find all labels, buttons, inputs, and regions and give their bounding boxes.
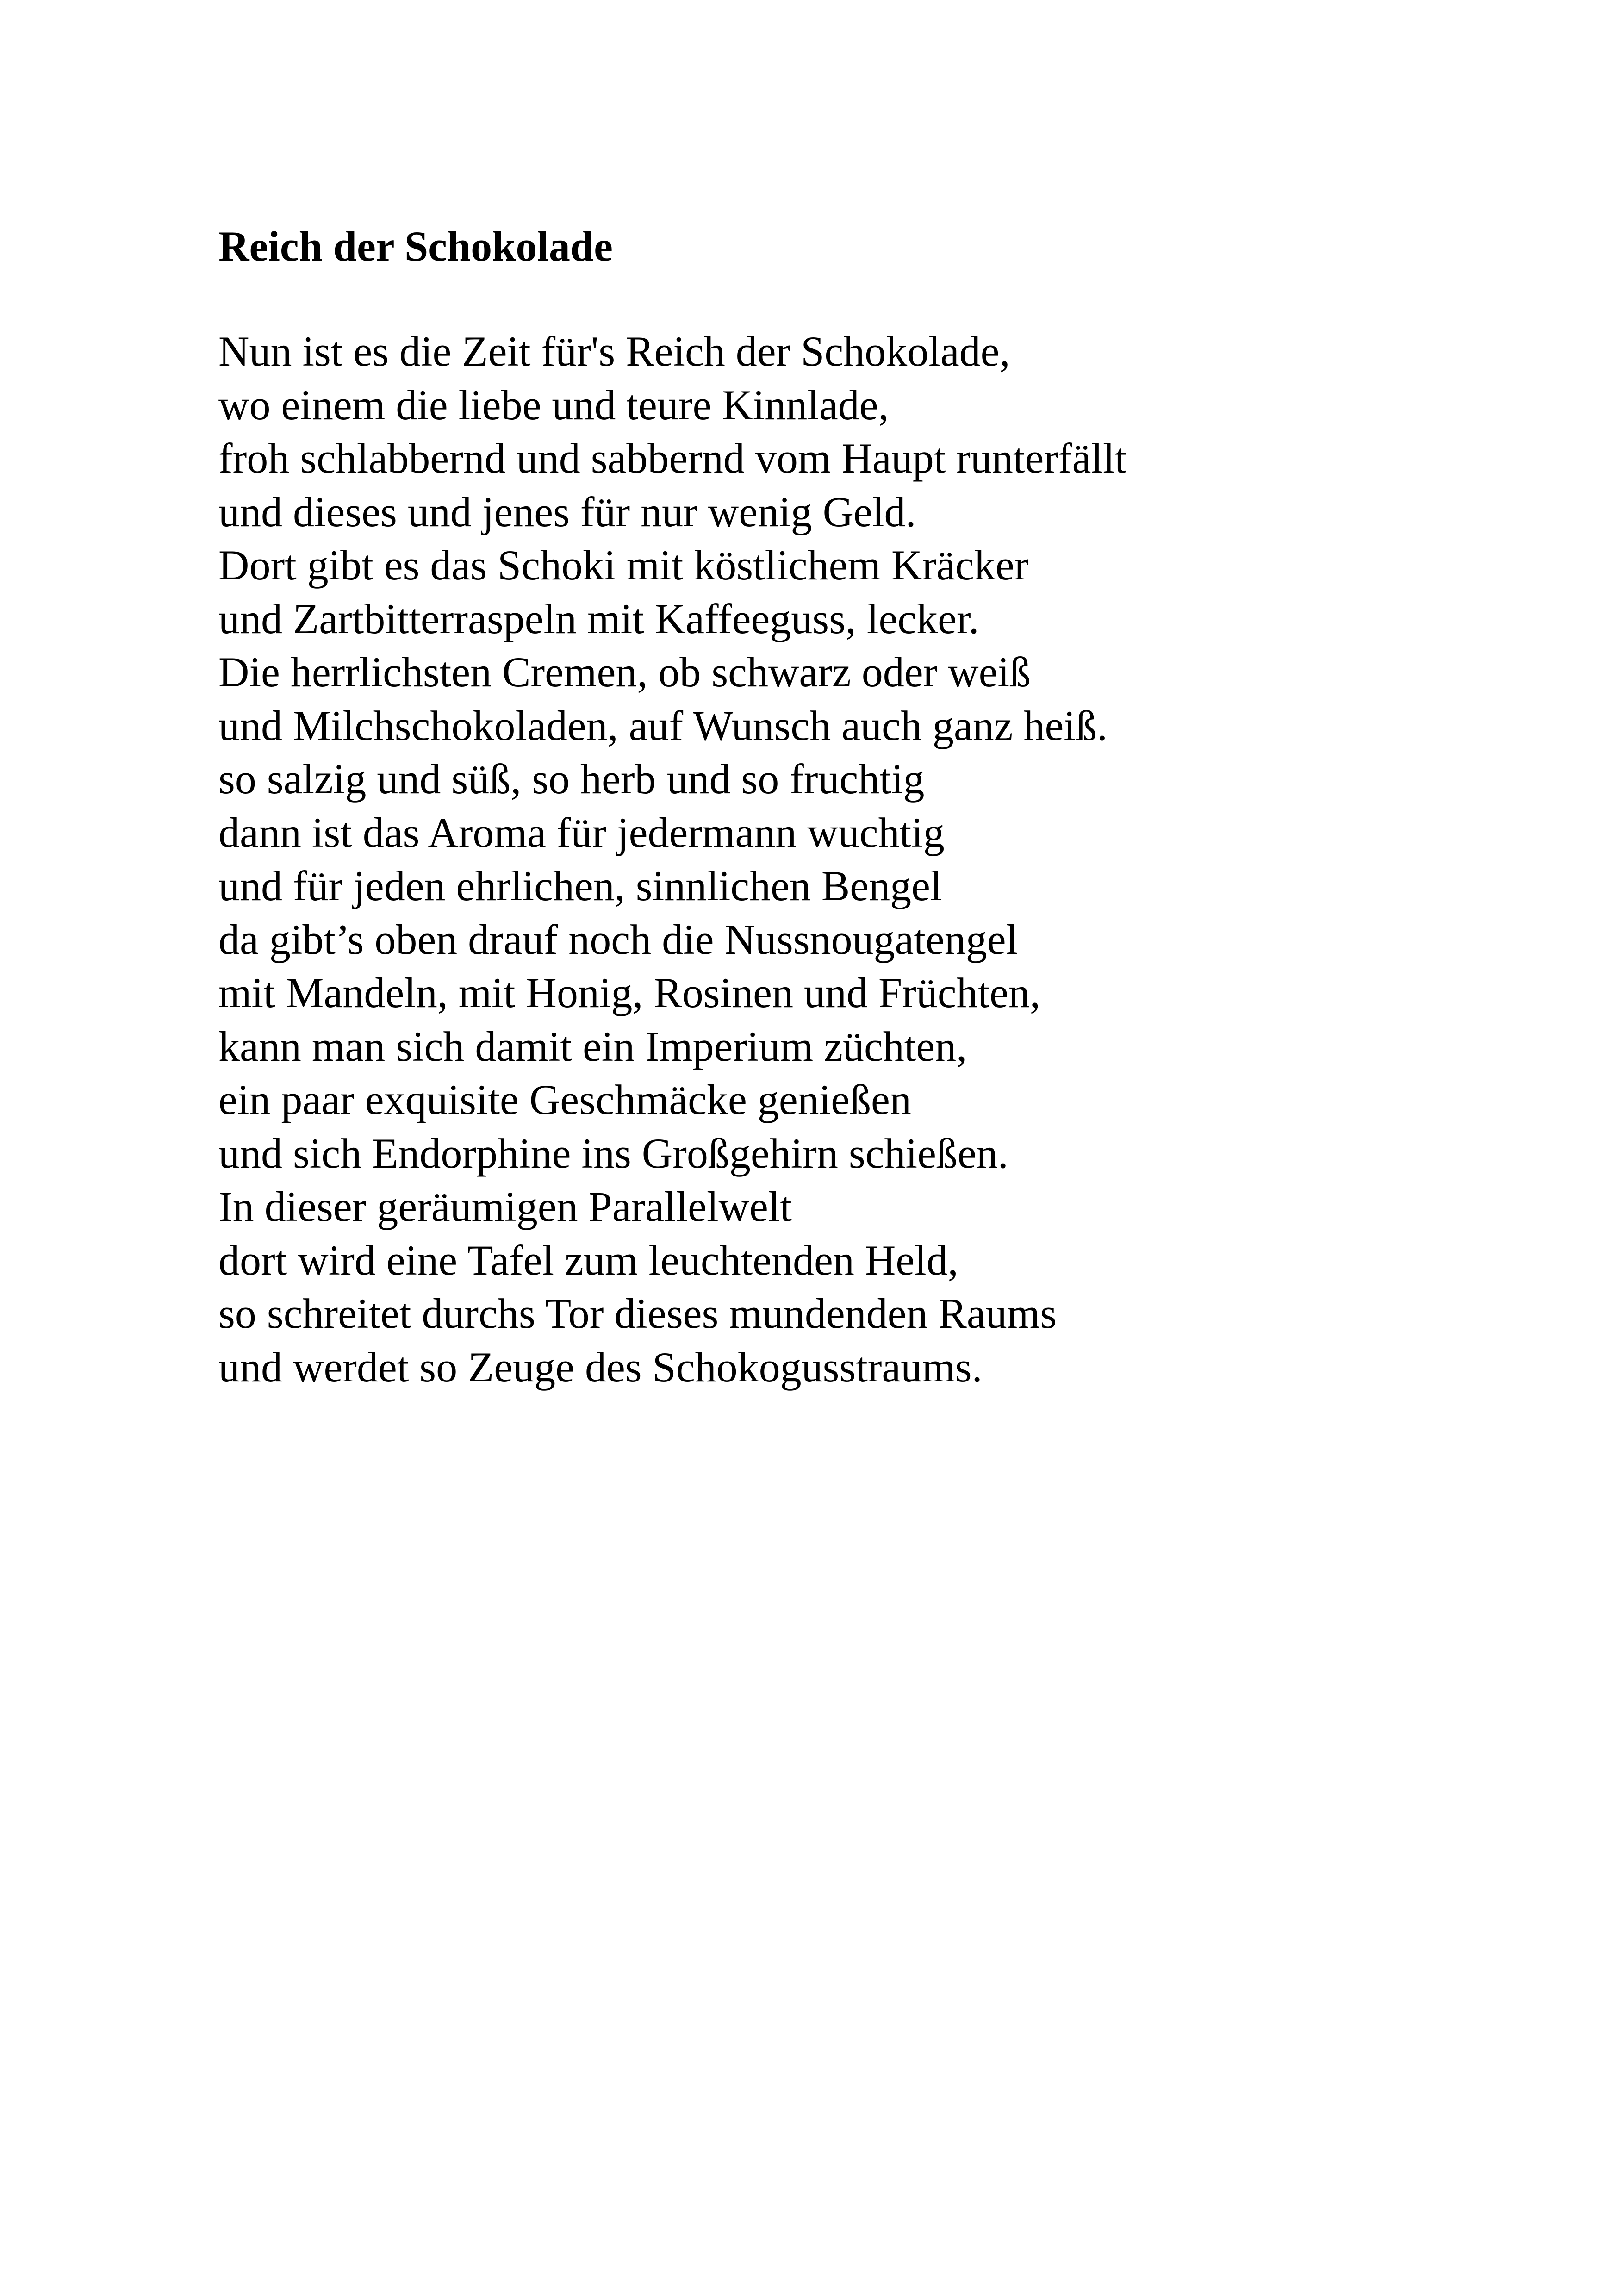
poem-title: Reich der Schokolade — [218, 223, 613, 270]
poem-line: und Zartbitterraspeln mit Kaffeeguss, lecker. — [218, 595, 979, 642]
poem-line: und für jeden ehrlichen, sinnlichen Bengel — [218, 862, 942, 909]
poem-line: Dort gibt es das Schoki mit köstlichem Kräcker — [218, 541, 1029, 589]
poem-line: und werdet so Zeuge des Schokogusstraums. — [218, 1343, 983, 1391]
poem-line: so salzig und süß, so herb und so fruchtig — [218, 755, 925, 803]
poem-line: wo einem die liebe und teure Kinnlade, — [218, 381, 889, 429]
poem-line: In dieser geräumigen Parallelwelt — [218, 1183, 792, 1230]
poem-line: Die herrlichsten Cremen, ob schwarz oder weiß — [218, 648, 1031, 696]
poem-line: kann man sich damit ein Imperium züchten, — [218, 1022, 967, 1070]
poem-line: und Milchschokoladen, auf Wunsch auch ganz heiß. — [218, 702, 1108, 749]
poem-line: dort wird eine Tafel zum leuchtenden Held, — [218, 1236, 958, 1284]
poem-body — [218, 325, 1126, 1394]
poem-line: Nun ist es die Zeit für's Reich der Schokolade, — [218, 328, 1010, 375]
poem-line: dann ist das Aroma für jedermann wuchtig — [218, 809, 945, 856]
poem-line: ein paar exquisite Geschmäcke genießen — [218, 1076, 911, 1123]
poem-line: froh schlabbernd und sabbernd vom Haupt runterfällt — [218, 435, 1127, 482]
poem — [218, 218, 1561, 1391]
poem-line: da gibt’s oben drauf noch die Nussnougatengel — [218, 915, 1018, 963]
poem-line: und sich Endorphine ins Großgehirn schießen. — [218, 1129, 1008, 1177]
poem-line: mit Mandeln, mit Honig, Rosinen und Früchten, — [218, 969, 1040, 1016]
poem-line: und dieses und jenes für nur wenig Geld. — [218, 488, 916, 535]
poem-line: so schreitet durchs Tor dieses mundenden Raums — [218, 1290, 1057, 1337]
